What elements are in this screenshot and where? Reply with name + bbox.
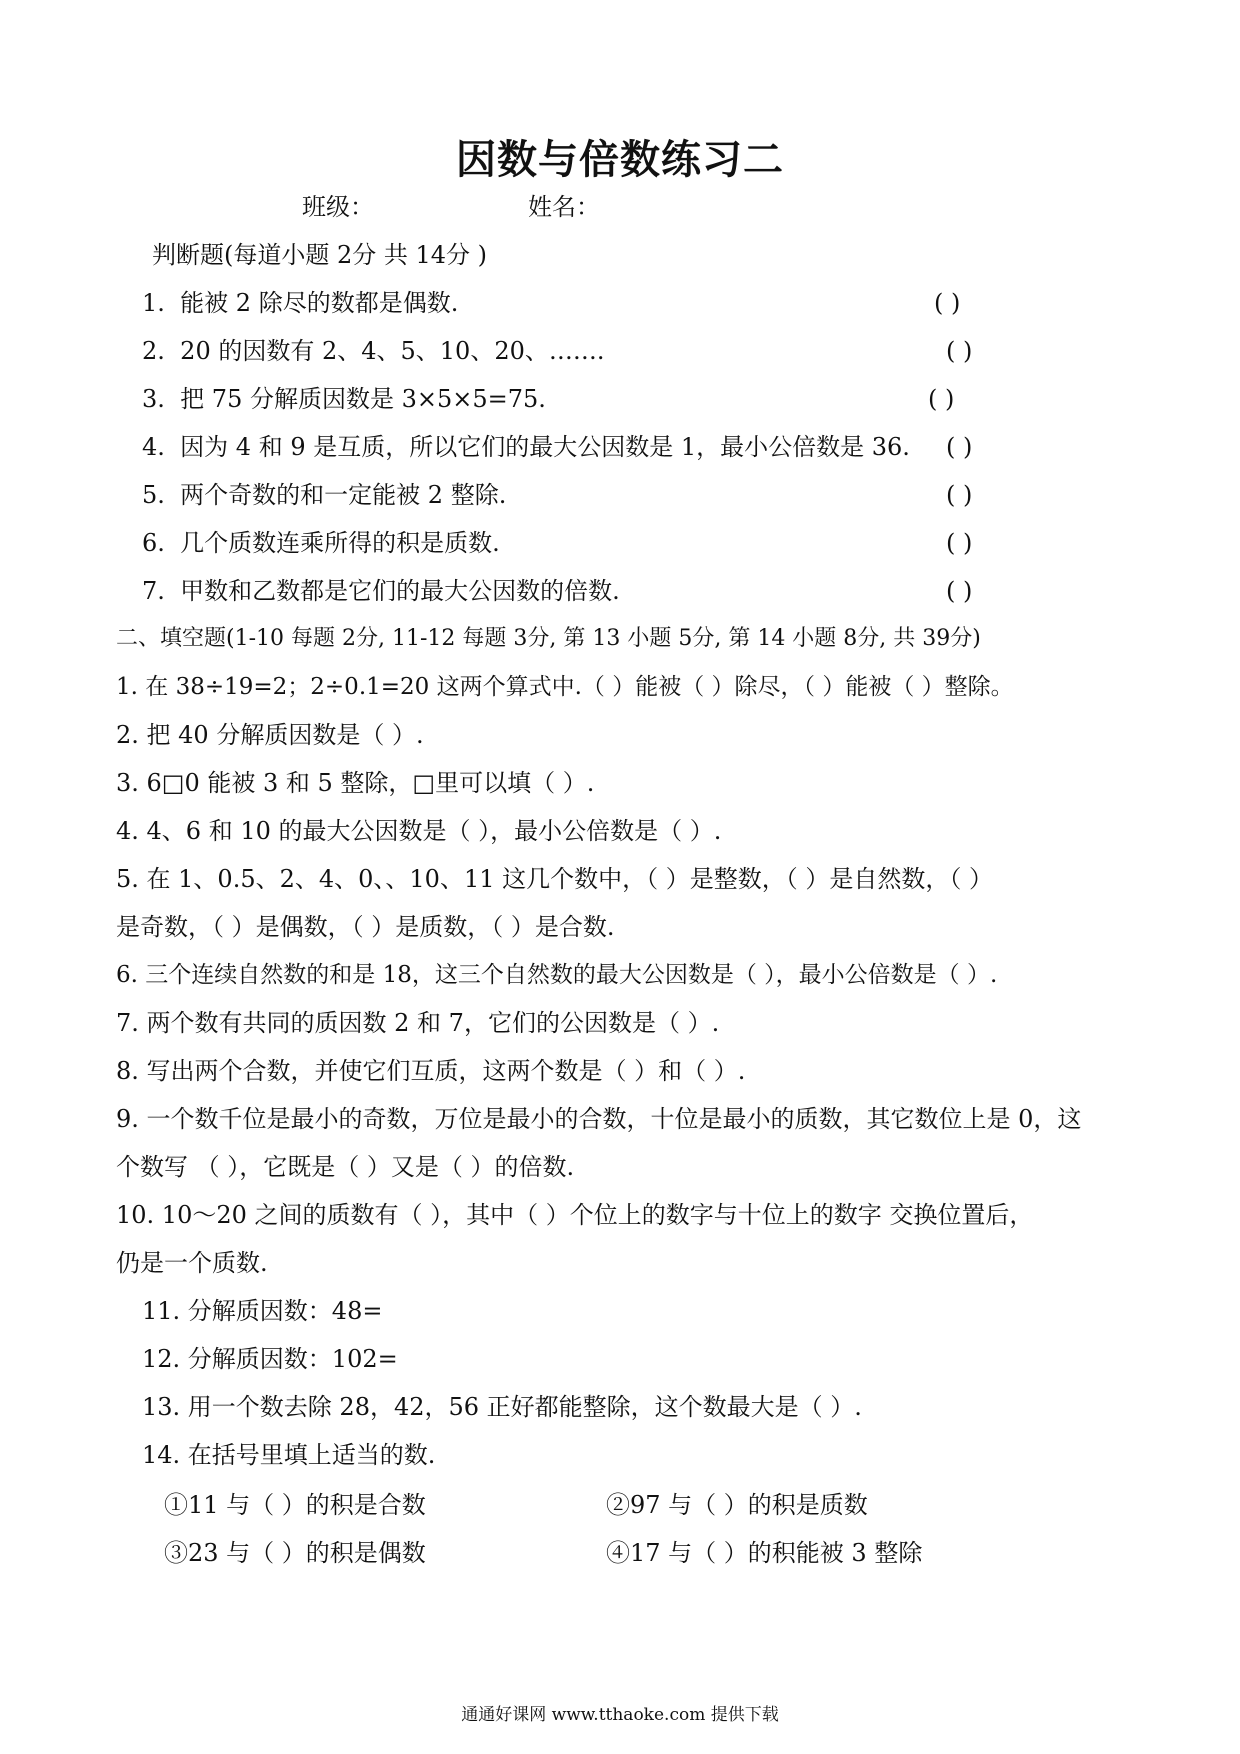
answer-blank[interactable]: ( ) [946,433,973,461]
fill-item: 9. 一个数千位是最小的奇数，万位是最小的合数，十位是最小的质数，其它数位上是 0，这 [116,1105,1082,1133]
fill-item: 3. 6□0 能被 3 和 5 整除，□里可以填（ ）. [116,769,595,797]
fill-item-continued: 个数写 （ ），它既是（ ）又是（ ）的倍数. [116,1153,575,1181]
answer-blank[interactable]: ( ) [946,337,973,365]
sub-item: ②97 与（ ）的积是质数 [606,1491,868,1519]
sub-item: ③23 与（ ）的积是偶数 [164,1539,426,1567]
fill-item: 11. 分解质因数：48= [142,1297,383,1325]
fill-item: 14. 在括号里填上适当的数. [142,1441,436,1469]
answer-blank[interactable]: ( ) [946,529,973,557]
fill-item-continued: 是奇数，（ ）是偶数，（ ）是质数，（ ）是合数. [116,913,615,941]
sub-item: ④17 与（ ）的积能被 3 整除 [606,1539,923,1567]
fill-item: 13. 用一个数去除 28，42，56 正好都能整除，这个数最大是（ ）. [142,1393,862,1421]
fill-item: 7. 两个数有共同的质因数 2 和 7，它们的公因数是（ ）. [116,1009,720,1037]
judgement-item: 1. 能被 2 除尽的数都是偶数. [142,289,459,317]
judgement-item: 2. 20 的因数有 2、4、5、10、20、……. [142,337,605,365]
answer-blank[interactable]: ( ) [946,481,973,509]
fill-item: 12. 分解质因数：102= [142,1345,398,1373]
fill-item-continued: 仍是一个质数. [116,1249,268,1277]
fill-item: 6. 三个连续自然数的和是 18，这三个自然数的最大公因数是（ ），最小公倍数是（ ）. [116,962,998,988]
judgement-item: 5. 两个奇数的和一定能被 2 整除. [142,481,507,509]
judgement-item: 7. 甲数和乙数都是它们的最大公因数的倍数. [142,577,620,605]
answer-blank[interactable]: ( ) [946,577,973,605]
fill-item: 8. 写出两个合数，并使它们互质，这两个数是（ ）和（ ）. [116,1057,746,1085]
fill-item: 10. 10～20 之间的质数有（ ），其中（ ）个位上的数字与十位上的数字 交换位置后， [116,1201,1034,1229]
section1-heading: 判断题(每道小题 2分 共 14分 ) [152,241,488,269]
fill-item: 5. 在 1、0.5、2、4、0、、10、11 这几个数中，（ ）是整数，（ ）是自然数，（ ） [116,865,993,893]
fill-item: 4. 4、6 和 10 的最大公因数是（ ），最小公倍数是（ ）. [116,817,722,845]
name-label: 姓名： [528,193,600,221]
judgement-item: 4. 因为 4 和 9 是互质，所以它们的最大公因数是 1，最小公倍数是 36. [142,433,910,461]
sub-item: ①11 与（ ）的积是合数 [164,1491,426,1519]
fill-item: 1. 在 38÷19=2；2÷0.1=20 这两个算式中.（ ）能被（ ）除尽，（ ）能被（ ）整除。 [116,674,1014,700]
fill-item: 2. 把 40 分解质因数是（ ）. [116,721,424,749]
footer-credit: 通通好课网 www.tthaoke.com 提供下载 [461,1705,779,1725]
class-label: 班级： [302,193,374,221]
answer-blank[interactable]: ( ) [934,289,961,317]
section2-heading: 二、填空题(1-10 每题 2分, 11-12 每题 3分, 第 13 小题 5分, 第 14 小题 8分, 共 39分) [116,626,981,651]
judgement-item: 3. 把 75 分解质因数是 3×5×5=75. [142,385,546,413]
page-title: 因数与倍数练习二 [456,137,784,183]
answer-blank[interactable]: ( ) [928,385,955,413]
judgement-item: 6. 几个质数连乘所得的积是质数. [142,529,500,557]
